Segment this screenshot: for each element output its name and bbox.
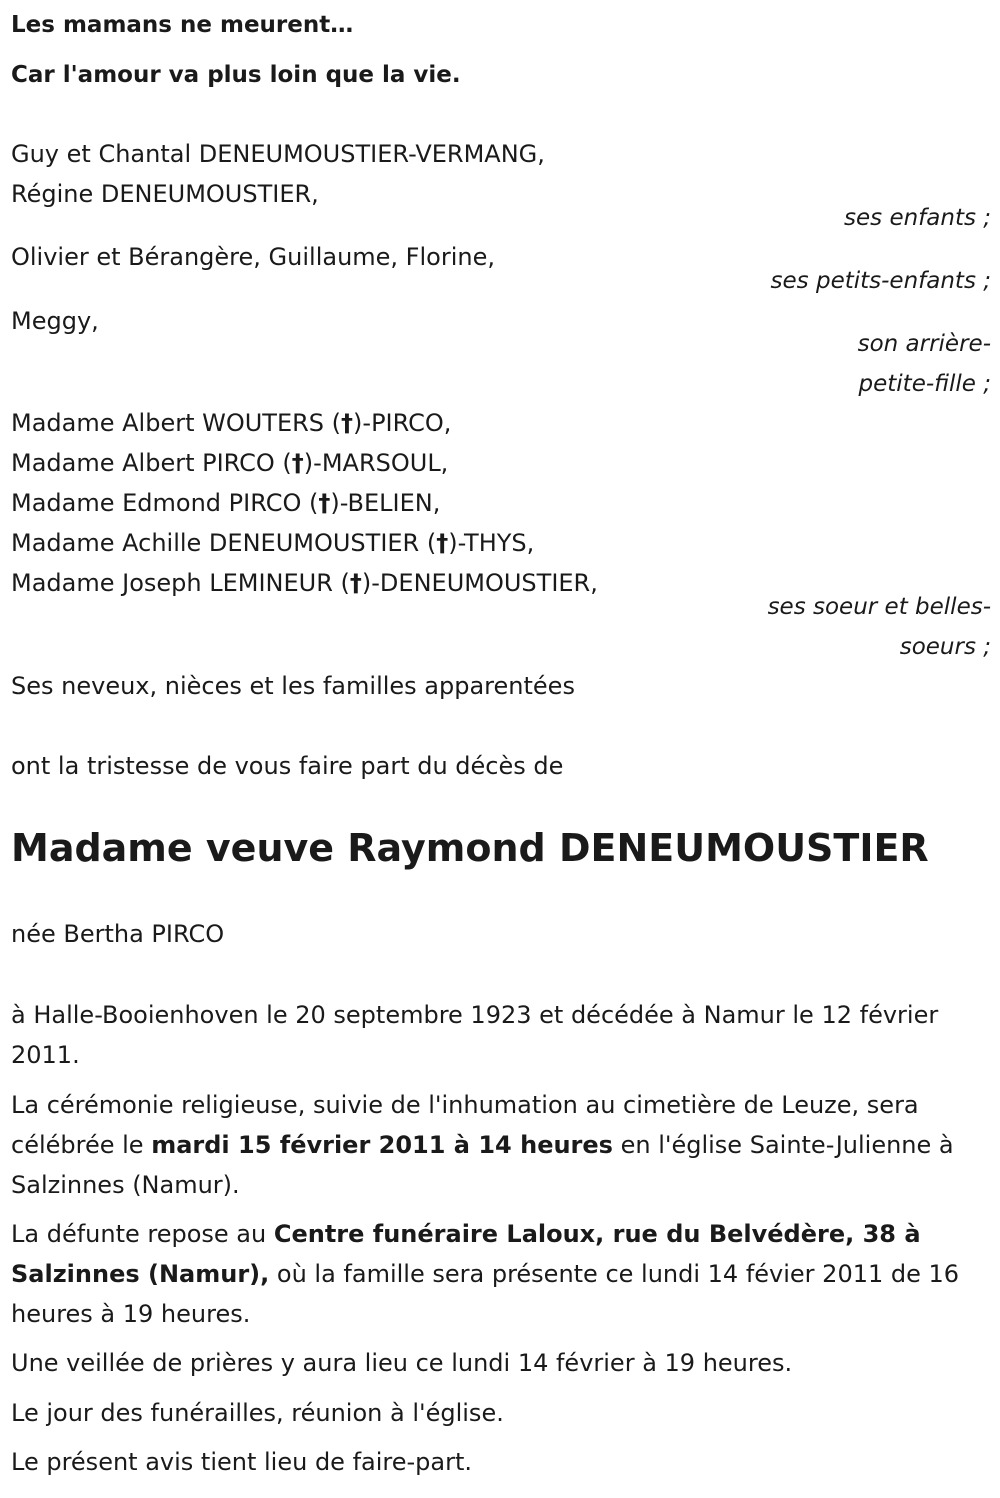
grandchildren-relation: ses petits-enfants ; (770, 268, 991, 294)
ceremony-date: mardi 15 février 2011 à 14 heures (151, 1131, 613, 1159)
sister-2-suffix: )-MARSOUL, (303, 449, 449, 477)
sister-line-1 (11, 408, 451, 438)
sister-line-2 (11, 448, 448, 478)
ceremony-location: en l'église Sainte-Julienne à Salzinnes (Namur). (11, 1131, 954, 1199)
announcement-line: ont la tristesse de vous faire part du décès de (11, 752, 564, 780)
cross-icon: † (341, 409, 354, 437)
vigil-paragraph: Une veillée de prières y aura lieu ce lundi 14 février à 19 heures. (11, 1349, 793, 1377)
sister-line-3 (11, 488, 440, 518)
sister-3-suffix: )-BELIEN, (330, 489, 441, 517)
sister-5-name: Madame Joseph LEMINEUR ( (11, 569, 350, 597)
ceremony-text: La cérémonie religieuse, suivie de l'inhumation au cimetière de Leuze, sera célébrée le (11, 1091, 919, 1159)
maiden-name: née Bertha PIRCO (11, 920, 225, 948)
sister-2-name: Madame Albert PIRCO ( (11, 449, 292, 477)
rest-visiting-hours: où la famille sera présente ce lundi 14 févier 2011 de 16 heures à 19 heures. (11, 1260, 960, 1328)
funeral-day-paragraph: Le jour des funérailles, réunion à l'église. (11, 1399, 504, 1427)
relatives-line: Ses neveux, nièces et les familles apparentées (11, 672, 575, 700)
cross-icon: † (349, 569, 362, 597)
sister-4-suffix: )-THYS, (448, 529, 535, 557)
rest-text: La défunte repose au (11, 1220, 274, 1248)
sister-1-suffix: )-PIRCO, (353, 409, 452, 437)
deceased-name: Madame veuve Raymond DENEUMOUSTIER (11, 826, 929, 870)
sister-4-name: Madame Achille DENEUMOUSTIER ( (11, 529, 437, 557)
sister-1-name: Madame Albert WOUTERS ( (11, 409, 342, 437)
birth-death-paragraph: à Halle-Booienhoven le 20 septembre 1923 et décédée à Namur le 12 février 2011. (11, 1001, 939, 1069)
sister-line-4 (11, 528, 534, 558)
motto-line-2: Car l'amour va plus loin que la vie. (11, 62, 461, 88)
cross-icon: † (436, 529, 449, 557)
great-grandchild-line: Meggy, (11, 307, 99, 335)
ceremony-paragraph (11, 1085, 986, 1205)
funeral-home-address: Centre funéraire Laloux, rue du Belvédère, 38 à Salzinnes (Namur), (11, 1220, 921, 1288)
children-line-2: Régine DENEUMOUSTIER, (11, 180, 319, 208)
great-grandchild-relation-1: son arrière- (857, 331, 991, 357)
cross-icon: † (291, 449, 304, 477)
great-grandchild-relation-2: petite-fille ; (858, 371, 991, 397)
children-relation: ses enfants ; (844, 205, 991, 231)
cross-icon: † (318, 489, 331, 517)
notice-paragraph: Le présent avis tient lieu de faire-part. (11, 1448, 473, 1476)
motto-line-1: Les mamans ne meurent… (11, 12, 354, 38)
sister-line-5 (11, 568, 598, 598)
sister-5-suffix: )-DENEUMOUSTIER, (361, 569, 598, 597)
sisters-relation-2: soeurs ; (899, 634, 991, 660)
sister-3-name: Madame Edmond PIRCO ( (11, 489, 319, 517)
children-line-1: Guy et Chantal DENEUMOUSTIER-VERMANG, (11, 140, 545, 168)
rest-paragraph (11, 1214, 986, 1334)
sisters-relation-1: ses soeur et belles- (767, 594, 991, 620)
grandchildren-line: Olivier et Bérangère, Guillaume, Florine, (11, 243, 495, 271)
